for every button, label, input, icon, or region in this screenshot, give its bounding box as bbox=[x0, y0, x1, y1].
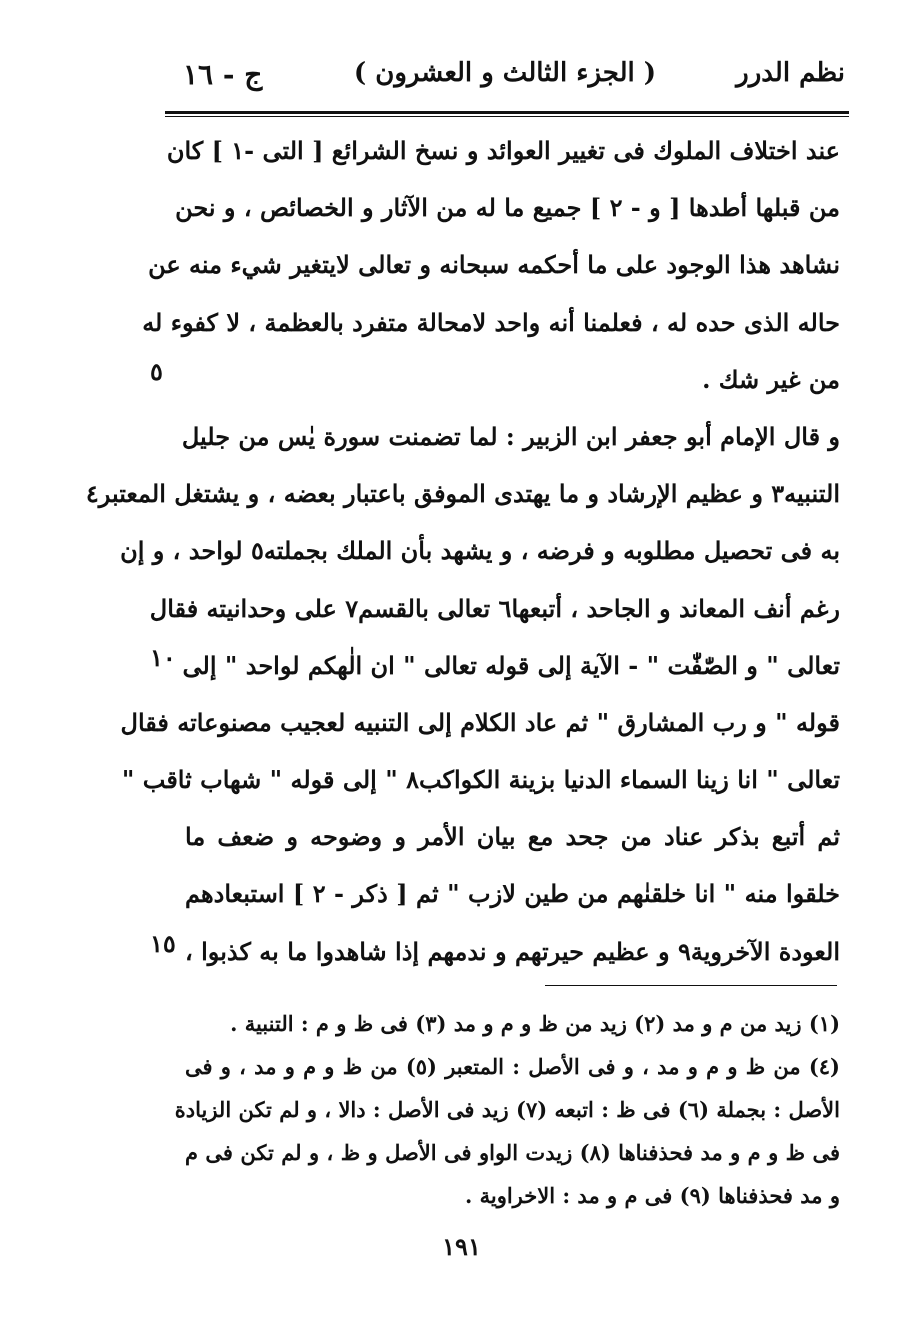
text-line: ثم أتبع بذكر عناد من جحد مع بيان الأمر و وضوحه و ضعف ما bbox=[185, 822, 840, 852]
footnote-separator bbox=[545, 985, 837, 986]
line-number-marker: ١٠ bbox=[150, 643, 176, 672]
text-line: من غير شك . bbox=[702, 364, 840, 394]
footnote-line: الأصل : بجملة (٦) فى ظ : اتبعه (٧) زيد فى الأصل : دالا ، و لم تكن الزيادة bbox=[174, 1097, 840, 1122]
footnote-line: (٤) من ظ و م و مد ، و فى الأصل : المتعبر (٥) من ظ و م و مد ، و فى bbox=[185, 1054, 840, 1079]
header-rule-thin bbox=[165, 116, 849, 117]
text-line: خلقوا منه " انا خلقنٰهم من طين لازب " ثم [ ذكر - ٢ ] استبعادهم bbox=[185, 879, 840, 909]
header-rule-thick bbox=[165, 111, 849, 114]
text-line: العودة الآخروية٩ و عظيم حيرتهم و ندمهم إذا شاهدوا ما به كذبوا ، bbox=[185, 936, 840, 966]
text-line: تعالى " و الصّٰفّٰت " - الآية إلى قوله تعالى " ان الٰهكم لواحد " إلى bbox=[182, 650, 840, 680]
text-line: من قبلها أطدها [ و - ٢ ] جميع ما له من الآثار و الخصائص ، و نحن bbox=[175, 193, 840, 223]
text-line: رغم أنف المعاند و الجاحد ، أتبعها٦ تعالى بالقسم٧ على وحدانيته فقال bbox=[149, 593, 840, 623]
text-line: قوله " و رب المشارق " ثم عاد الكلام إلى التنبيه لعجيب مصنوعاته فقال bbox=[120, 707, 840, 737]
book-title: نظم الدرر bbox=[736, 58, 845, 88]
text-line: و قال الإمام أبو جعفر ابن الزبير : لما تضمنت سورة يٰس من جليل bbox=[181, 421, 840, 451]
text-line: عند اختلاف الملوك فى تغيير العوائد و نسخ الشرائع [ التى -١ ] كان bbox=[166, 136, 840, 165]
footnote-line: فى ظ و م و مد فحذفناها (٨) زيدت الواو فى الأصل و ظ ، و لم تكن فى م bbox=[185, 1140, 841, 1165]
text-line: التنبيه٣ و عظيم الإرشاد و ما يهتدى الموفق باعتبار بعضه ، و يشتغل المعتبر٤ bbox=[85, 479, 840, 509]
footnote-line: (١) زيد من م و مد (٢) زيد من ظ و م و مد (٣) فى ظ و م : التنبية . bbox=[230, 1011, 840, 1036]
line-number-marker: ٥ bbox=[150, 357, 163, 386]
page-number: ١٩١ bbox=[442, 1232, 481, 1261]
footnote-line: و مد فحذفناها (٩) فى م و مد : الاخراوية . bbox=[464, 1183, 840, 1208]
part-title: ( الجزء الثالث و العشرون ) bbox=[353, 58, 657, 88]
text-line: تعالى " انا زينا السماء الدنيا بزينة الكواكب٨ " إلى قوله " شهاب ثاقب " bbox=[121, 765, 840, 795]
volume-number: ج - ١٦ bbox=[183, 58, 263, 91]
text-line: حاله الذى حده له ، فعلمنا أنه واحد لامحالة متفرد بالعظمة ، لا كفوء له bbox=[142, 307, 840, 337]
text-line: به فى تحصيل مطلوبه و فرضه ، و يشهد بأن الملك بجملته٥ لواحد ، و إن bbox=[120, 536, 840, 566]
text-line: نشاهد هذا الوجود على ما أحكمه سبحانه و تعالى لايتغير شيء منه عن bbox=[148, 250, 840, 280]
footnotes bbox=[174, 1002, 841, 1217]
line-number-marker: ١٥ bbox=[150, 929, 176, 958]
running-header bbox=[165, 58, 845, 102]
